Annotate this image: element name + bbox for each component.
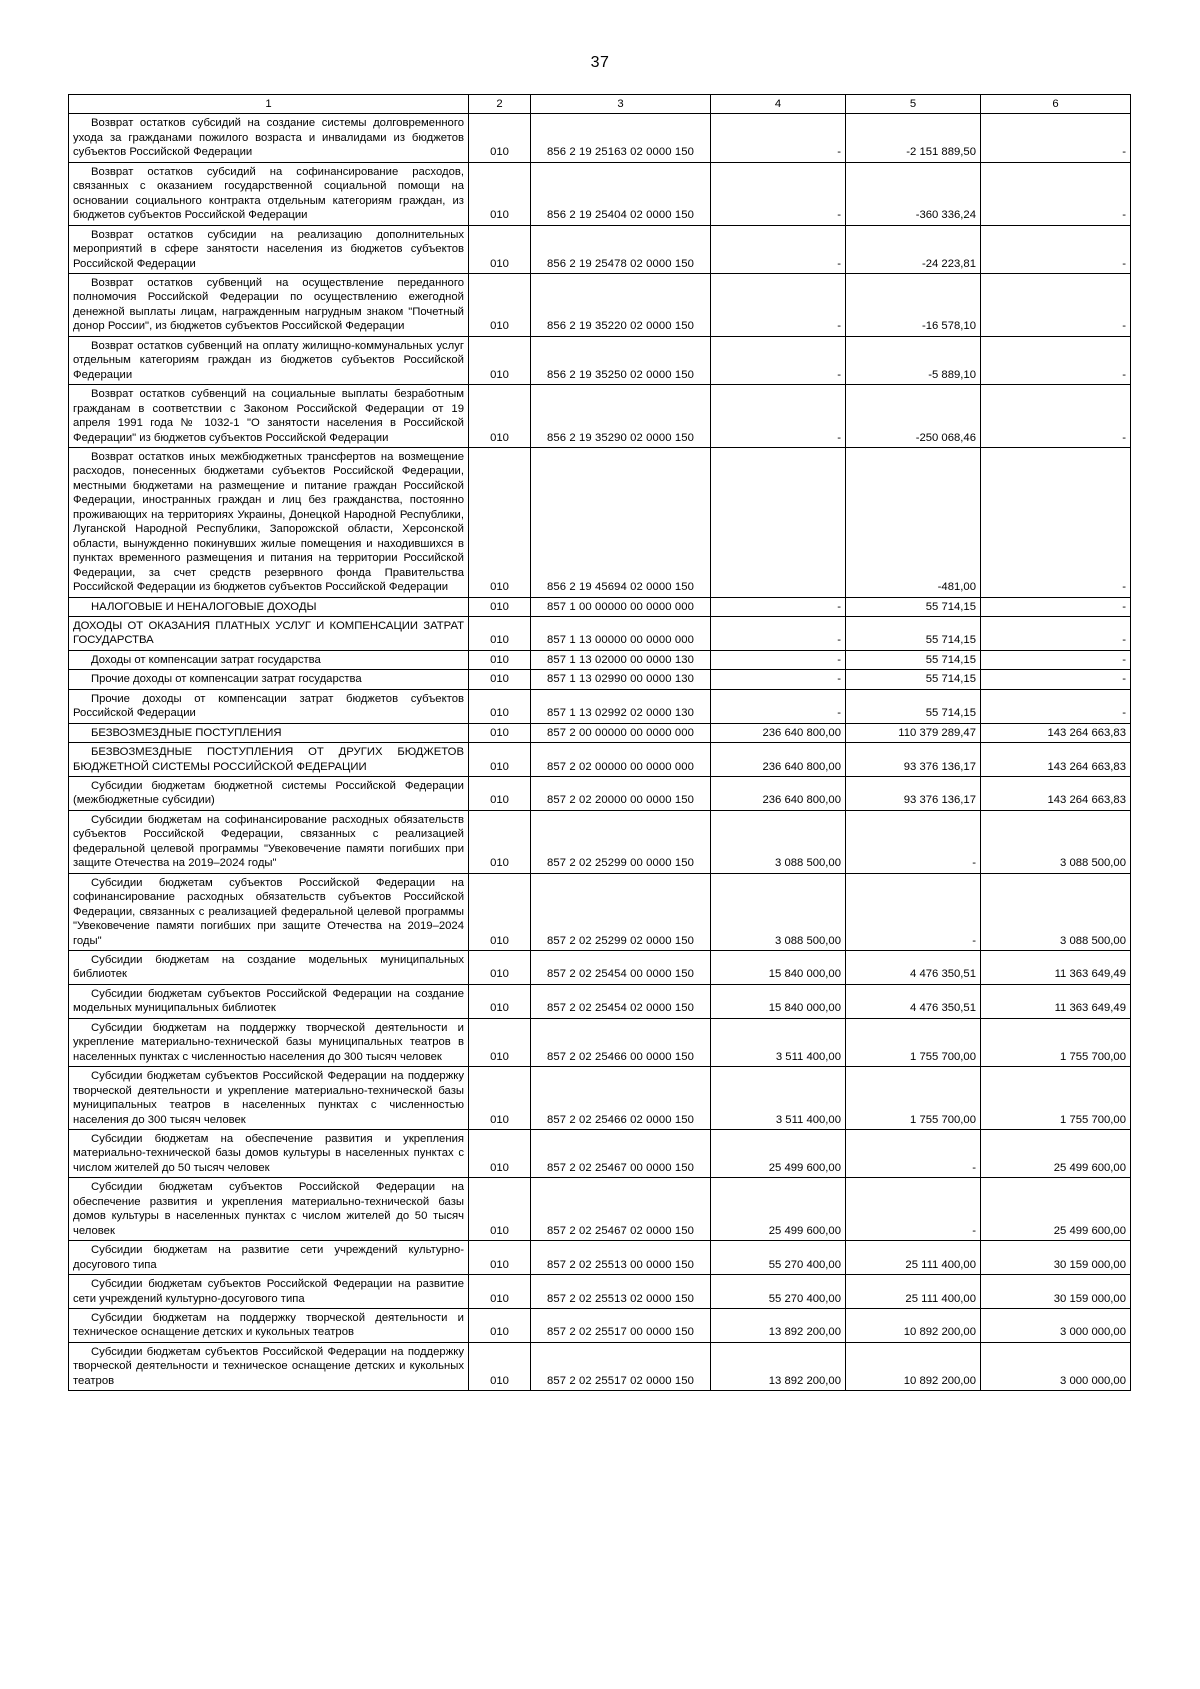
row-amount-4: -	[711, 336, 846, 384]
row-amount-4: 236 640 800,00	[711, 777, 846, 811]
table-row	[69, 1130, 1131, 1178]
row-budget-classification-code: 857 2 02 25299 02 0000 150	[531, 873, 711, 950]
row-amount-4: 13 892 200,00	[711, 1308, 846, 1342]
row-admin-code: 010	[469, 162, 531, 225]
row-name: Возврат остатков иных межбюджетных трансфертов на возмещение расходов, понесенных бюджетами субъектов Российской Федерации, местными бюджетами на размещение и питание граждан Российской Федерации, иностранных граждан и лиц без гражданства, постоянно проживающих на территориях Украины, Донецкой Народной Республики, Луганской Народной Республики, Запорожской области, Херсонской области, вынужденно покинувших жилые помещения и находившихся в пунктах временного размещения и питания на территории Российской Федерации, за счет средств резервного фонда Правительства Российской Федерации из бюджетов субъектов Российской Федерации	[69, 447, 469, 597]
row-admin-code: 010	[469, 951, 531, 985]
row-budget-classification-code: 856 2 19 25404 02 0000 150	[531, 162, 711, 225]
table-row	[69, 984, 1131, 1018]
row-amount-4: -	[711, 114, 846, 162]
row-amount-5: 10 892 200,00	[846, 1308, 981, 1342]
row-budget-classification-code: 857 2 02 25467 00 0000 150	[531, 1130, 711, 1178]
row-budget-classification-code: 857 2 02 00000 00 0000 000	[531, 743, 711, 777]
row-amount-5: -	[846, 1178, 981, 1241]
row-budget-classification-code: 856 2 19 35220 02 0000 150	[531, 273, 711, 336]
row-admin-code: 010	[469, 873, 531, 950]
row-amount-6: -	[981, 385, 1131, 448]
row-name: Возврат остатков субвенций на осуществление переданного полномочия Российской Федерации по осуществлению ежегодной денежной выплаты лицам, награжденным нагрудным знаком "Почетный донор России", из бюджетов субъектов Российской Федерации	[69, 273, 469, 336]
row-budget-classification-code: 857 1 13 00000 00 0000 000	[531, 616, 711, 650]
row-amount-4: 55 270 400,00	[711, 1241, 846, 1275]
row-amount-5: -16 578,10	[846, 273, 981, 336]
table-row	[69, 1275, 1131, 1309]
row-budget-classification-code: 857 2 02 25466 00 0000 150	[531, 1018, 711, 1066]
row-amount-4: 25 499 600,00	[711, 1178, 846, 1241]
row-name: Субсидии бюджетам субъектов Российской Федерации на поддержку творческой деятельности и укрепление материально-технической базы муниципальных театров в населенных пунктах с численностью населения до 300 тысяч человек	[69, 1067, 469, 1130]
row-amount-6: 25 499 600,00	[981, 1178, 1131, 1241]
row-name: Возврат остатков субсидий на софинансирование расходов, связанных с оказанием государственной социальной помощи на основании социального контракта отдельным категориям граждан, из бюджетов субъектов Российской Федерации	[69, 162, 469, 225]
table-header-row	[69, 95, 1131, 114]
row-budget-classification-code: 856 2 19 45694 02 0000 150	[531, 447, 711, 597]
row-budget-classification-code: 856 2 19 25163 02 0000 150	[531, 114, 711, 162]
row-admin-code: 010	[469, 1178, 531, 1241]
row-admin-code: 010	[469, 810, 531, 873]
row-amount-6: 3 000 000,00	[981, 1308, 1131, 1342]
table-header	[69, 95, 1131, 114]
row-name: Субсидии бюджетам субъектов Российской Федерации на развитие сети учреждений культурно-досугового типа	[69, 1275, 469, 1309]
row-name: Субсидии бюджетам на создание модельных муниципальных библиотек	[69, 951, 469, 985]
row-admin-code: 010	[469, 777, 531, 811]
row-name: Субсидии бюджетам субъектов Российской Федерации на поддержку творческой деятельности и техническое оснащение детских и кукольных театров	[69, 1342, 469, 1390]
row-amount-6: -	[981, 114, 1131, 162]
row-amount-4: 55 270 400,00	[711, 1275, 846, 1309]
row-amount-5: 1 755 700,00	[846, 1067, 981, 1130]
row-amount-5: 1 755 700,00	[846, 1018, 981, 1066]
row-admin-code: 010	[469, 689, 531, 723]
row-name: НАЛОГОВЫЕ И НЕНАЛОГОВЫЕ ДОХОДЫ	[69, 597, 469, 616]
table-row	[69, 597, 1131, 616]
row-amount-4: -	[711, 597, 846, 616]
column-header-3: 3	[531, 95, 711, 114]
table-row	[69, 225, 1131, 273]
row-amount-4: 3 511 400,00	[711, 1018, 846, 1066]
row-amount-5: -	[846, 1130, 981, 1178]
row-amount-5: -24 223,81	[846, 225, 981, 273]
budget-table	[68, 94, 1131, 1391]
column-header-2: 2	[469, 95, 531, 114]
row-amount-4	[711, 447, 846, 597]
row-amount-4: 3 511 400,00	[711, 1067, 846, 1130]
row-admin-code: 010	[469, 114, 531, 162]
row-admin-code: 010	[469, 447, 531, 597]
row-amount-6: 3 088 500,00	[981, 810, 1131, 873]
row-amount-5: 55 714,15	[846, 689, 981, 723]
row-admin-code: 010	[469, 225, 531, 273]
table-row	[69, 689, 1131, 723]
row-name: Возврат остатков субвенций на оплату жилищно-коммунальных услуг отдельным категориям граждан из бюджетов субъектов Российской Федерации	[69, 336, 469, 384]
row-amount-6: -	[981, 650, 1131, 669]
row-amount-5: 110 379 289,47	[846, 723, 981, 742]
row-admin-code: 010	[469, 1018, 531, 1066]
row-amount-6: 25 499 600,00	[981, 1130, 1131, 1178]
row-amount-6: 11 363 649,49	[981, 984, 1131, 1018]
row-name: Прочие доходы от компенсации затрат бюджетов субъектов Российской Федерации	[69, 689, 469, 723]
table-row	[69, 114, 1131, 162]
row-amount-4: -	[711, 225, 846, 273]
row-budget-classification-code: 857 2 02 20000 00 0000 150	[531, 777, 711, 811]
row-amount-4: 13 892 200,00	[711, 1342, 846, 1390]
row-amount-6: -	[981, 225, 1131, 273]
row-admin-code: 010	[469, 616, 531, 650]
row-name: Субсидии бюджетам субъектов Российской Федерации на софинансирование расходных обязательств субъектов Российской Федерации, связанных с реализацией федеральной целевой программы "Увековечение памяти погибших при защите Отечества на 2019–2024 годы"	[69, 873, 469, 950]
row-amount-5: 10 892 200,00	[846, 1342, 981, 1390]
row-admin-code: 010	[469, 1275, 531, 1309]
row-budget-classification-code: 857 1 13 02000 00 0000 130	[531, 650, 711, 669]
row-amount-6: 1 755 700,00	[981, 1018, 1131, 1066]
row-amount-5: -250 068,46	[846, 385, 981, 448]
row-amount-6: -	[981, 447, 1131, 597]
row-name: ДОХОДЫ ОТ ОКАЗАНИЯ ПЛАТНЫХ УСЛУГ И КОМПЕНСАЦИИ ЗАТРАТ ГОСУДАРСТВА	[69, 616, 469, 650]
row-name: Субсидии бюджетам субъектов Российской Федерации на обеспечение развития и укрепления материально-технической базы домов культуры в населенных пунктах с числом жителей до 50 тысяч человек	[69, 1178, 469, 1241]
row-amount-5: 4 476 350,51	[846, 951, 981, 985]
row-budget-classification-code: 857 2 02 25454 02 0000 150	[531, 984, 711, 1018]
row-admin-code: 010	[469, 336, 531, 384]
row-name: Прочие доходы от компенсации затрат государства	[69, 670, 469, 689]
row-budget-classification-code: 857 2 02 25466 02 0000 150	[531, 1067, 711, 1130]
row-budget-classification-code: 857 2 02 25517 02 0000 150	[531, 1342, 711, 1390]
row-name: Субсидии бюджетам бюджетной системы Российской Федерации (межбюджетные субсидии)	[69, 777, 469, 811]
row-admin-code: 010	[469, 1308, 531, 1342]
row-amount-6: 30 159 000,00	[981, 1275, 1131, 1309]
row-amount-4: 15 840 000,00	[711, 951, 846, 985]
row-admin-code: 010	[469, 743, 531, 777]
row-name: Доходы от компенсации затрат государства	[69, 650, 469, 669]
row-admin-code: 010	[469, 1067, 531, 1130]
row-amount-5: -	[846, 873, 981, 950]
row-amount-4: 3 088 500,00	[711, 810, 846, 873]
row-amount-5: 55 714,15	[846, 616, 981, 650]
row-amount-5: 4 476 350,51	[846, 984, 981, 1018]
row-budget-classification-code: 857 2 02 25517 00 0000 150	[531, 1308, 711, 1342]
row-amount-4: -	[711, 616, 846, 650]
table-row	[69, 1067, 1131, 1130]
row-admin-code: 010	[469, 723, 531, 742]
table-row	[69, 810, 1131, 873]
table-row	[69, 273, 1131, 336]
row-amount-4: -	[711, 385, 846, 448]
table-row	[69, 1342, 1131, 1390]
row-name: Возврат остатков субвенций на социальные выплаты безработным гражданам в соответствии с Законом Российской Федерации от 19 апреля 1991 года № 1032-1 "О занятости населения в Российской Федерации" из бюджетов субъектов Российской Федерации	[69, 385, 469, 448]
table-row	[69, 777, 1131, 811]
row-amount-6: -	[981, 616, 1131, 650]
row-amount-6: -	[981, 597, 1131, 616]
row-amount-5: 55 714,15	[846, 597, 981, 616]
row-budget-classification-code: 857 1 13 02992 02 0000 130	[531, 689, 711, 723]
page-number: 37	[590, 54, 610, 71]
table-body	[69, 114, 1131, 1391]
row-admin-code: 010	[469, 1241, 531, 1275]
row-admin-code: 010	[469, 385, 531, 448]
row-budget-classification-code: 857 2 02 25299 00 0000 150	[531, 810, 711, 873]
column-header-6: 6	[981, 95, 1131, 114]
row-amount-6: -	[981, 273, 1131, 336]
row-budget-classification-code: 856 2 19 25478 02 0000 150	[531, 225, 711, 273]
row-amount-6: 3 000 000,00	[981, 1342, 1131, 1390]
row-amount-4: 15 840 000,00	[711, 984, 846, 1018]
row-name: Субсидии бюджетам на обеспечение развития и укрепления материально-технической базы домов культуры в населенных пунктах с числом жителей до 50 тысяч человек	[69, 1130, 469, 1178]
row-name: Субсидии бюджетам на софинансирование расходных обязательств субъектов Российской Федерации, связанных с реализацией федеральной целевой программы "Увековечение памяти погибших при защите Отечества на 2019–2024 годы"	[69, 810, 469, 873]
table-row	[69, 1241, 1131, 1275]
table-row	[69, 616, 1131, 650]
row-amount-5: 93 376 136,17	[846, 743, 981, 777]
row-admin-code: 010	[469, 1130, 531, 1178]
row-admin-code: 010	[469, 1342, 531, 1390]
table-row	[69, 447, 1131, 597]
row-amount-5: -481,00	[846, 447, 981, 597]
row-budget-classification-code: 856 2 19 35290 02 0000 150	[531, 385, 711, 448]
row-amount-6: -	[981, 689, 1131, 723]
row-amount-4: -	[711, 162, 846, 225]
row-budget-classification-code: 857 2 02 25513 00 0000 150	[531, 1241, 711, 1275]
budget-table-container	[0, 94, 1200, 1391]
row-budget-classification-code: 857 1 00 00000 00 0000 000	[531, 597, 711, 616]
row-admin-code: 010	[469, 670, 531, 689]
row-name: БЕЗВОЗМЕЗДНЫЕ ПОСТУПЛЕНИЯ	[69, 723, 469, 742]
table-row	[69, 650, 1131, 669]
table-row	[69, 1178, 1131, 1241]
row-name: БЕЗВОЗМЕЗДНЫЕ ПОСТУПЛЕНИЯ ОТ ДРУГИХ БЮДЖЕТОВ БЮДЖЕТНОЙ СИСТЕМЫ РОССИЙСКОЙ ФЕДЕРАЦИИ	[69, 743, 469, 777]
table-row	[69, 951, 1131, 985]
row-budget-classification-code: 856 2 19 35250 02 0000 150	[531, 336, 711, 384]
row-admin-code: 010	[469, 597, 531, 616]
row-amount-4: -	[711, 273, 846, 336]
row-amount-5: -5 889,10	[846, 336, 981, 384]
row-admin-code: 010	[469, 984, 531, 1018]
column-header-5: 5	[846, 95, 981, 114]
row-budget-classification-code: 857 2 02 25513 02 0000 150	[531, 1275, 711, 1309]
table-row	[69, 670, 1131, 689]
row-amount-6: -	[981, 162, 1131, 225]
row-amount-4: -	[711, 670, 846, 689]
row-admin-code: 010	[469, 273, 531, 336]
row-budget-classification-code: 857 2 02 25454 00 0000 150	[531, 951, 711, 985]
row-amount-6: 3 088 500,00	[981, 873, 1131, 950]
table-row	[69, 1018, 1131, 1066]
row-name: Субсидии бюджетам субъектов Российской Федерации на создание модельных муниципальных библиотек	[69, 984, 469, 1018]
table-row	[69, 385, 1131, 448]
row-budget-classification-code: 857 2 00 00000 00 0000 000	[531, 723, 711, 742]
row-amount-5: -360 336,24	[846, 162, 981, 225]
row-amount-5: 25 111 400,00	[846, 1241, 981, 1275]
row-amount-6: 143 264 663,83	[981, 743, 1131, 777]
row-name: Субсидии бюджетам на поддержку творческой деятельности и техническое оснащение детских и кукольных театров	[69, 1308, 469, 1342]
row-name: Возврат остатков субсидий на создание системы долговременного ухода за гражданами пожилого возраста и инвалидами из бюджетов субъектов Российской Федерации	[69, 114, 469, 162]
row-amount-4: 3 088 500,00	[711, 873, 846, 950]
row-name: Субсидии бюджетам на развитие сети учреждений культурно-досугового типа	[69, 1241, 469, 1275]
row-budget-classification-code: 857 1 13 02990 00 0000 130	[531, 670, 711, 689]
row-amount-5: 55 714,15	[846, 670, 981, 689]
row-amount-6: 143 264 663,83	[981, 723, 1131, 742]
row-amount-4: 25 499 600,00	[711, 1130, 846, 1178]
table-row	[69, 723, 1131, 742]
row-amount-4: 236 640 800,00	[711, 723, 846, 742]
table-row	[69, 162, 1131, 225]
row-amount-5: -2 151 889,50	[846, 114, 981, 162]
table-row	[69, 1308, 1131, 1342]
row-name: Возврат остатков субсидии на реализацию дополнительных мероприятий в сфере занятости населения из бюджетов субъектов Российской Федерации	[69, 225, 469, 273]
row-amount-5: 55 714,15	[846, 650, 981, 669]
row-amount-6: 30 159 000,00	[981, 1241, 1131, 1275]
row-amount-6: -	[981, 670, 1131, 689]
table-row	[69, 743, 1131, 777]
row-amount-6: 1 755 700,00	[981, 1067, 1131, 1130]
row-amount-5: 93 376 136,17	[846, 777, 981, 811]
column-header-1: 1	[69, 95, 469, 114]
row-amount-4: 236 640 800,00	[711, 743, 846, 777]
row-amount-5: 25 111 400,00	[846, 1275, 981, 1309]
row-amount-5: -	[846, 810, 981, 873]
row-amount-6: 143 264 663,83	[981, 777, 1131, 811]
row-amount-4: -	[711, 689, 846, 723]
table-row	[69, 336, 1131, 384]
row-amount-6: -	[981, 336, 1131, 384]
column-header-4: 4	[711, 95, 846, 114]
row-budget-classification-code: 857 2 02 25467 02 0000 150	[531, 1178, 711, 1241]
row-admin-code: 010	[469, 650, 531, 669]
row-amount-4: -	[711, 650, 846, 669]
row-amount-6: 11 363 649,49	[981, 951, 1131, 985]
table-row	[69, 873, 1131, 950]
row-name: Субсидии бюджетам на поддержку творческой деятельности и укрепление материально-технической базы муниципальных театров в населенных пунктах с численностью населения до 300 тысяч человек	[69, 1018, 469, 1066]
